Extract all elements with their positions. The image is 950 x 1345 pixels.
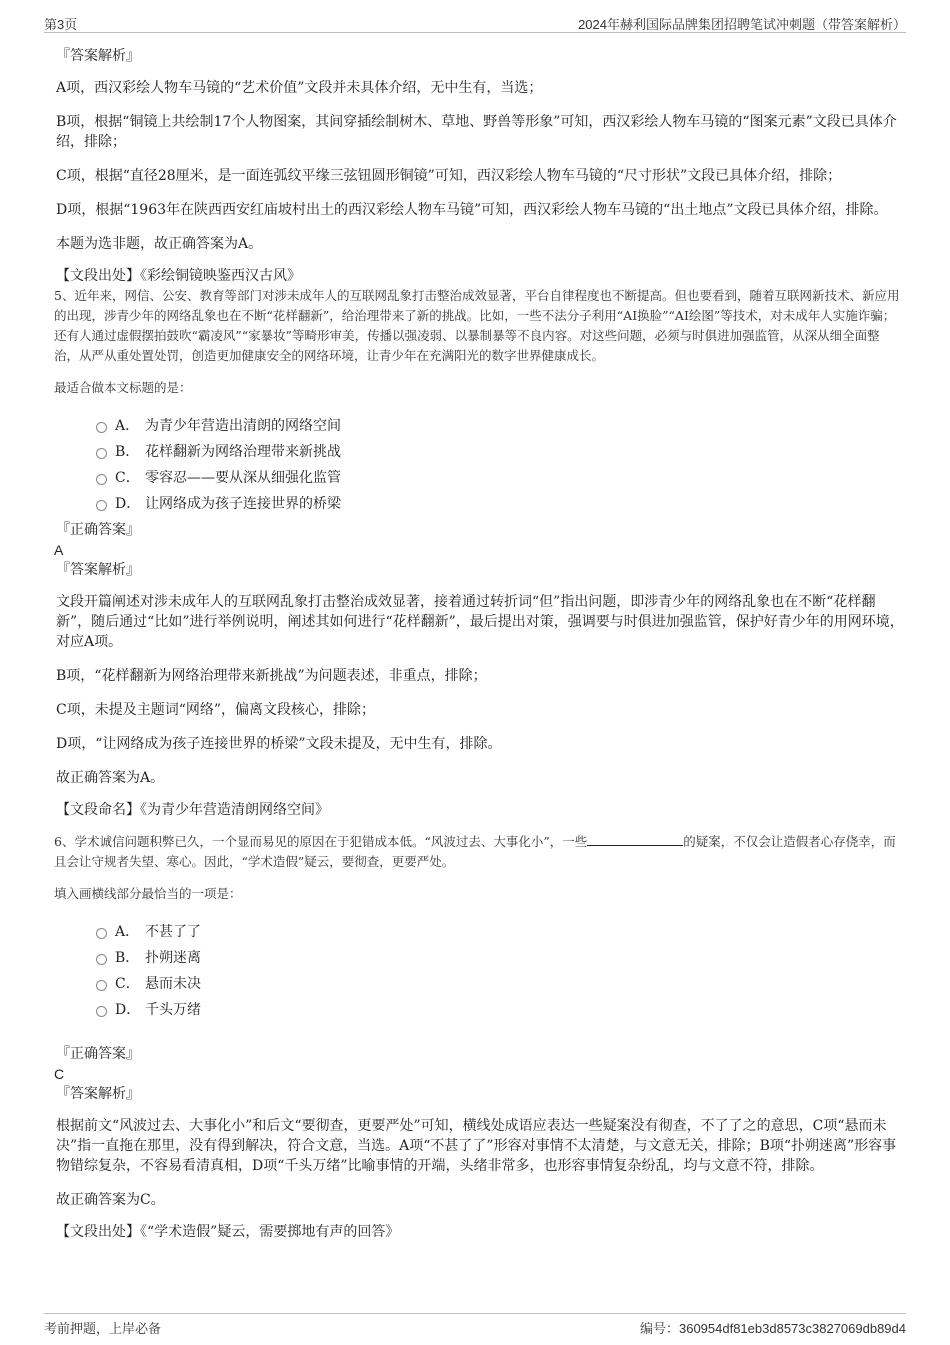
radio-icon[interactable] <box>96 928 107 939</box>
fill-in-blank <box>587 833 683 846</box>
radio-icon[interactable] <box>96 500 107 511</box>
question-stem-5: 5、近年来，网信、公安、教育等部门对涉未成年人的互联网乱象打击整治成效显著，平台自律程度也不断提高。但也要看到，随着互联网新技术、新应用的出现，涉青少年的网络乱象也在不断“花样翻新”，给治理带来了新的挑战。比如，一些不法分子利用“AI换脸”“AI绘图”等技术，对未成年人实施诈骗；还有人通过虚假摆拍鼓吹“霸凌风”“家暴妆”等畸形审美，传播以强凌弱、以暴制暴等不良内容。对这些问题，必须与时俱进加强监管，从深从细全面整治，从严从重处置处罚，创造更加健康安全的网络环境，让青少年在充满阳光的数字世界健康成长。 <box>54 288 900 363</box>
option-letter: D． <box>115 496 141 512</box>
option-a[interactable] <box>56 918 904 944</box>
option-text: 扑朔迷离 <box>145 950 201 966</box>
analysis-paragraph: B项，根据“铜镜上共绘制17个人物图案，其间穿插绘制树木、草地、野兽等形象”可知，西汉彩绘人物车马镜的“图案元素”文段已具体介绍，排除； <box>56 114 897 150</box>
analysis-paragraph: C项，根据“直径28厘米，是一面连弧纹平缘三弦钮圆形铜镜”可知，西汉彩绘人物车马镜的“尺寸形状”文段已具体介绍，排除； <box>56 168 842 184</box>
analysis-paragraph: C项，未提及主题词“网络”，偏离文段核心，排除； <box>56 702 376 718</box>
option-letter: B． <box>115 444 140 460</box>
option-letter: C． <box>115 976 140 992</box>
radio-icon[interactable] <box>96 422 107 433</box>
source-citation: 【文段命名】《为青少年营造清朗网络空间》 <box>56 802 329 818</box>
option-d[interactable] <box>56 996 904 1022</box>
radio-icon[interactable] <box>96 474 107 485</box>
radio-icon[interactable] <box>96 980 107 991</box>
question-stem-6 <box>54 832 904 872</box>
stem-before-blank: 6、学术诚信问题积弊已久，一个显而易见的原因在于犯错成本低。“风波过去、大事化小”，一些 <box>54 834 588 849</box>
analysis-paragraph: B项，“花样翻新为网络治理带来新挑战”为问题表述，非重点，排除； <box>56 668 487 684</box>
option-text: 悬而未决 <box>145 976 201 992</box>
option-a[interactable] <box>56 412 904 438</box>
stem-after-blank: 的疑案，不仅会让造假者心存侥幸，而且会让守规者失望、寒心。因此，“学术造假”疑云，要彻查，更要严处。 <box>54 834 896 869</box>
options-list-6 <box>56 918 904 1022</box>
source-citation: 【文段出处】《“学术造假”疑云，需要掷地有声的回答》 <box>56 1224 400 1240</box>
option-letter: A． <box>115 418 140 434</box>
question-prompt-6: 填入画横线部分最恰当的一项是： <box>54 886 242 901</box>
option-text: 花样翻新为网络治理带来新挑战 <box>145 444 341 460</box>
analysis-label: 『答案解析』 <box>56 1086 140 1102</box>
radio-icon[interactable] <box>96 1006 107 1017</box>
page-number: 第3页 <box>44 17 78 32</box>
option-d[interactable] <box>56 490 904 516</box>
analysis-paragraph: A项，西汉彩绘人物车马镜的“艺术价值”文段并未具体介绍，无中生有，当选； <box>56 80 543 96</box>
radio-icon[interactable] <box>96 954 107 965</box>
analysis-conclusion: 本题为选非题，故正确答案为A。 <box>56 236 263 252</box>
analysis-paragraph: 文段开篇阐述对涉未成年人的互联网乱象打击整治成效显著，接着通过转折词“但”指出问题，即涉青少年的网络乱象也在不断“花样翻新”，随后通过“比如”进行举例说明，阐述其如何进行“花样翻新”，最后提出对策，强调要与时俱进加强监管，保护好青少年的用网环境，对应A项。 <box>56 594 904 650</box>
analysis-conclusion: 故正确答案为C。 <box>56 1192 165 1208</box>
question-prompt-5: 最适合做本文标题的是： <box>54 380 192 395</box>
option-b[interactable] <box>56 438 904 464</box>
analysis-label: 『答案解析』 <box>56 48 140 64</box>
option-text: 零容忍——要从深从细强化监管 <box>145 470 341 486</box>
option-letter: A． <box>115 924 140 940</box>
option-text: 千头万绪 <box>145 1002 201 1018</box>
option-text: 为青少年营造出清朗的网络空间 <box>145 418 341 434</box>
option-b[interactable] <box>56 944 904 970</box>
option-letter: D． <box>115 1002 141 1018</box>
analysis-conclusion: 故正确答案为A。 <box>56 770 165 786</box>
option-letter: B． <box>115 950 140 966</box>
document-code: 编号：360954df81eb3d8573c3827069db89d4 <box>639 1321 906 1336</box>
option-c[interactable] <box>56 464 904 490</box>
document-title: 2024年赫利国际品牌集团招聘笔试冲刺题（带答案解析） <box>578 17 906 32</box>
footer-slogan: 考前押题，上岸必备 <box>44 1321 162 1336</box>
page-footer <box>44 1313 906 1336</box>
analysis-paragraph: 根据前文“风波过去、大事化小”和后文“要彻查，更要严处”可知，横线处成语应表达一些疑案没有彻查，不了了之的意思，C项“悬而未决”指一直拖在那里，没有得到解决，符合文意，当选。A项“不甚了了”形容对事情不太清楚，与文意无关，排除；B项“扑朔迷离”形容事物错综复杂，不容易看清真相，D项“千头万绪”比喻事情的开端，头绪非常多，也形容事情复杂纷乱，均与文意不符，排除。 <box>56 1118 897 1174</box>
correct-answer-value: A <box>54 542 64 558</box>
analysis-paragraph: D项，“让网络成为孩子连接世界的桥梁”文段未提及，无中生有，排除。 <box>56 736 502 752</box>
option-text: 让网络成为孩子连接世界的桥梁 <box>145 496 341 512</box>
radio-icon[interactable] <box>96 448 107 459</box>
correct-answer-label: 『正确答案』 <box>56 522 140 538</box>
analysis-label: 『答案解析』 <box>56 562 140 578</box>
analysis-paragraph: D项，根据“1963年在陕西西安红庙坡村出土的西汉彩绘人物车马镜”可知，西汉彩绘人物车马镜的“出土地点”文段已具体介绍，排除。 <box>56 202 888 218</box>
option-letter: C． <box>115 470 140 486</box>
page-header <box>44 10 906 33</box>
option-text: 不甚了了 <box>145 924 201 940</box>
source-citation: 【文段出处】《彩绘铜镜映鉴西汉古风》 <box>56 268 301 284</box>
options-list-5 <box>56 412 904 516</box>
correct-answer-value: C <box>54 1066 65 1082</box>
page-content <box>56 46 904 1242</box>
option-c[interactable] <box>56 970 904 996</box>
correct-answer-label: 『正确答案』 <box>56 1046 140 1062</box>
